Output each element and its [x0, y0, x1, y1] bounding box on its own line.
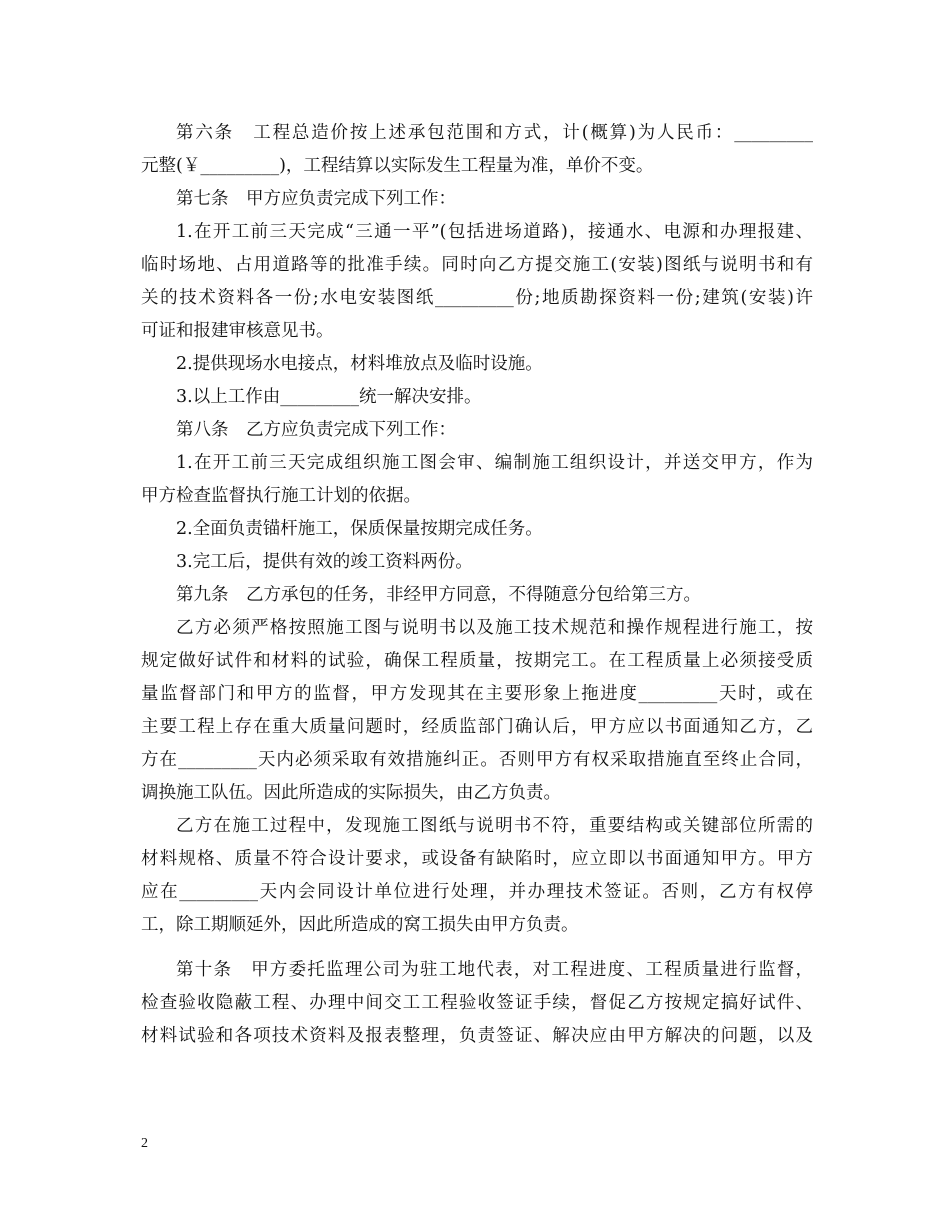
clause-6-line-1: 第六条 工程总造价按上述承包范围和方式，计(概算)为人民币：_________ — [176, 123, 813, 143]
clause-8-item-3: 3.完工后，提供有效的竣工资料两份。 — [176, 552, 473, 572]
clause-10-line-2: 检查验收隐蔽工程、办理中间交工工程验收签证手续，督促乙方按规定搞好试件、 — [141, 993, 813, 1013]
clause-7-item-1-line-1: 1.在开工前三天完成“三通一平”(包括进场道路)，接通水、电源和办理报建、 — [176, 222, 813, 242]
clause-7-item-3: 3.以上工作由_________统一解决安排。 — [176, 387, 482, 407]
clause-7-item-1-line-4: 可证和报建审核意见书。 — [141, 321, 334, 341]
clause-9-para-1-line-2: 规定做好试件和材料的试验，确保工程质量，按期完工。在工程质量上必须接受质 — [141, 651, 813, 671]
clause-6-line-2: 元整(￥_________)，工程结算以实际发生工程量为准，单价不变。 — [141, 156, 654, 176]
contract-body — [141, 117, 813, 1053]
clause-9-para-1-line-4: 主要工程上存在重大质量问题时，经质监部门确认后，甲方应以书面通知乙方，乙 — [141, 717, 813, 737]
clause-8-heading: 第八条 乙方应负责完成下列工作： — [176, 420, 456, 440]
clause-7-item-2: 2.提供现场水电接点，材料堆放点及临时设施。 — [176, 354, 543, 374]
clause-7-heading: 第七条 甲方应负责完成下列工作： — [176, 189, 456, 209]
clause-9-para-1-line-6: 调换施工队伍。因此所造成的实际损失，由乙方负责。 — [141, 783, 561, 803]
clause-9-para-2-line-3: 应在_________天内会同设计单位进行处理，并办理技术签证。否则，乙方有权停 — [141, 882, 813, 902]
clause-7-item-1-line-2: 临时场地、占用道路等的批准手续。同时向乙方提交施工(安装)图纸与说明书和有 — [141, 255, 813, 275]
clause-10-line-1: 第十条 甲方委托监理公司为驻工地代表，对工程进度、工程质量进行监督， — [176, 960, 813, 980]
clause-8-item-1-line-1: 1.在开工前三天完成组织施工图会审、编制施工组织设计，并送交甲方，作为 — [176, 453, 813, 473]
clause-9-para-1-line-3: 量监督部门和甲方的监督，甲方发现其在主要形象上拖进度_________天时，或在 — [141, 684, 813, 704]
clause-9-para-2-line-1: 乙方在施工过程中，发现施工图纸与说明书不符，重要结构或关键部位所需的 — [176, 816, 813, 836]
clause-9-heading: 第九条 乙方承包的任务，非经甲方同意，不得随意分包给第三方。 — [176, 585, 701, 605]
clause-9-para-2-line-2: 材料规格、质量不符合设计要求，或设备有缺陷时，应立即以书面通知甲方。甲方 — [141, 849, 813, 869]
clause-9-para-1-line-5: 方在_________天内必须采取有效措施纠正。否则甲方有权采取措施直至终止合同， — [141, 750, 813, 770]
clause-9-para-1-line-1: 乙方必须严格按照施工图与说明书以及施工技术规范和操作规程进行施工，按 — [176, 618, 813, 638]
clause-8-item-1-line-2: 甲方检查监督执行施工计划的依据。 — [141, 486, 421, 506]
clause-9-para-2-line-4: 工，除工期顺延外，因此所造成的窝工损失由甲方负责。 — [141, 915, 579, 935]
page-number: 2 — [141, 1136, 148, 1151]
clause-10-line-3: 材料试验和各项技术资料及报表整理，负责签证、解决应由甲方解决的问题，以及 — [141, 1026, 813, 1046]
clause-7-item-1-line-3: 关的技术资料各一份;水电安装图纸_________份;地质勘探资料一份;建筑(安装)许 — [141, 288, 813, 308]
clause-8-item-2: 2.全面负责锚杆施工，保质保量按期完成任务。 — [176, 519, 543, 539]
